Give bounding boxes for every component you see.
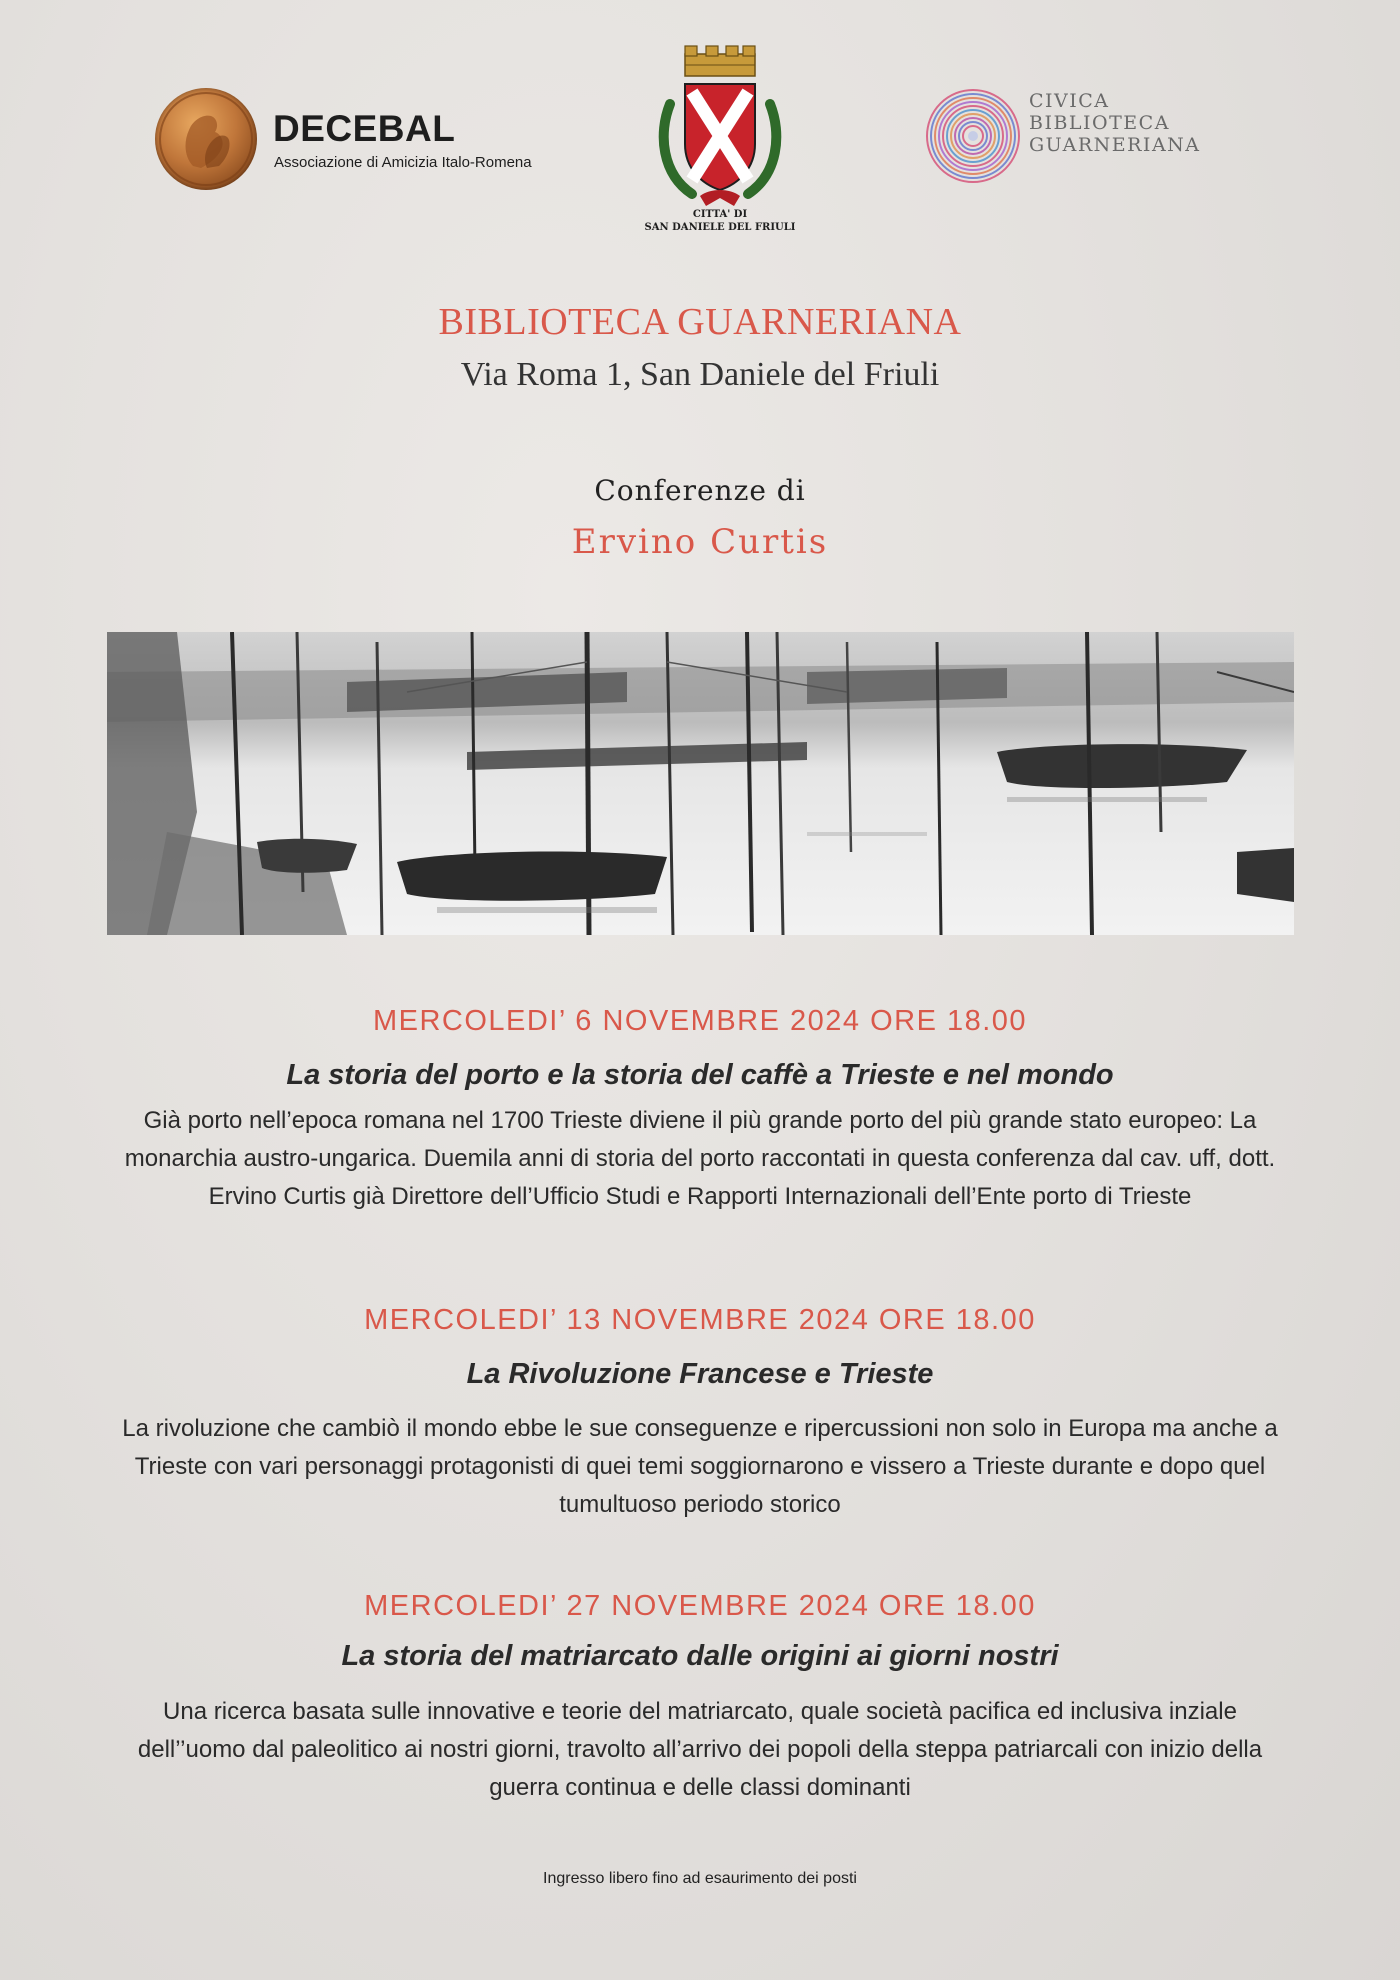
event-description-2: La rivoluzione che cambiò il mondo ebbe le sue conseguenze e ripercussioni non solo in Europa ma anche a Trieste con vari personaggi protagonisti di quei temi soggiornarono e vissero a Trieste durante e dopo quel tumultuoso periodo storico: [122, 1415, 1278, 1518]
decebal-logo: [155, 88, 575, 198]
event-date-1: MERCOLEDI’ 6 NOVEMBRE 2024 ORE 18.00: [372, 1005, 1028, 1037]
civica-logo: [925, 88, 1245, 198]
event-date-2: MERCOLEDI’ 13 NOVEMBRE 2024 ORE 18.00: [364, 1304, 1036, 1336]
city-name-line2: SAN DANIELE DEL FRIULI: [644, 222, 796, 233]
decebal-name: DECEBAL: [273, 108, 456, 149]
city-name-line1: CITTA' DI: [692, 209, 748, 220]
medal-icon: [155, 88, 257, 190]
event-description-1: Già porto nell’epoca romana nel 1700 Trieste diviene il più grande porto del più grande stato europeo: La monarchia austro-ungarica. Duemila anni di storia del porto raccontati in questa conferenza dal cav. uff, dott. Ervino Curtis già Direttore dell’Ufficio Studi e Rapporti Internazionali dell’Ente porto di Trieste: [124, 1107, 1276, 1210]
city-crest-icon: [640, 44, 800, 234]
library-title: BIBLIOTECA GUARNERIANA: [438, 301, 962, 343]
civica-name: [1029, 90, 1201, 156]
event-title-2: La Rivoluzione Francese e Trieste: [466, 1358, 934, 1390]
civica-line2: BIBLIOTECA: [1029, 112, 1170, 134]
logo-bar: [0, 40, 1400, 240]
conferences-label: Conferenze di: [594, 474, 806, 507]
footer-note: Ingresso libero fino ad esaurimento dei posti: [543, 1870, 857, 1887]
event-description-3: Una ricerca basata sulle innovative e teorie del matriarcato, quale società pacifica ed inclusiva inziale dell’’uomo dal paleolitico ai nostri giorni, travolto all’arrivo dei popoli della steppa patriarcali con inizio della guerra continua e delle classi dominanti: [137, 1698, 1263, 1801]
event-title-3: La storia del matriarcato dalle origini ai giorni nostri: [341, 1640, 1059, 1672]
civica-line3: GUARNERIANA: [1029, 134, 1201, 156]
decebal-subtitle: Associazione di Amicizia Italo-Romena: [274, 154, 532, 171]
library-address: Via Roma 1, San Daniele del Friuli: [460, 356, 940, 393]
city-name: [620, 208, 820, 234]
harbor-photo: [107, 632, 1294, 935]
event-date-3: MERCOLEDI’ 27 NOVEMBRE 2024 ORE 18.00: [364, 1590, 1036, 1622]
civica-line1: CIVICA: [1029, 90, 1110, 112]
event-title-1: La storia del porto e la storia del caffè a Trieste e nel mondo: [286, 1059, 1114, 1091]
spiral-logo-icon: [925, 88, 1021, 184]
speaker-name: Ervino Curtis: [571, 522, 829, 562]
